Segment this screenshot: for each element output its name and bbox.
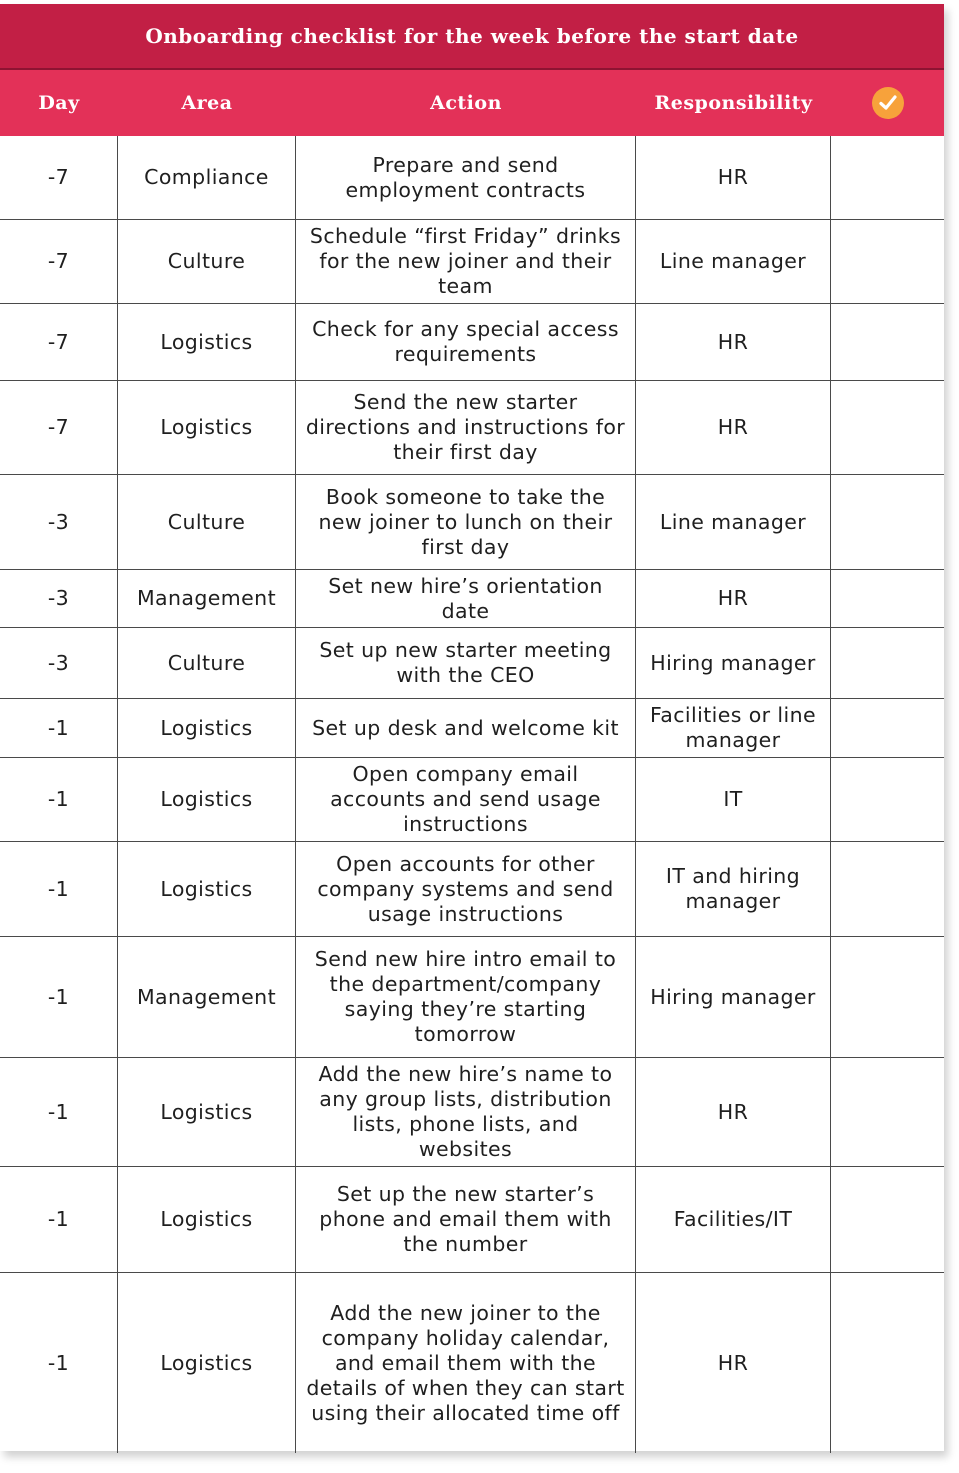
header-area: Area bbox=[181, 92, 233, 114]
cell-area: Logistics bbox=[118, 699, 296, 757]
cell-action: Check for any special access requirements bbox=[296, 304, 636, 380]
cell-responsibility: HR bbox=[636, 136, 831, 219]
cell-action: Prepare and send employment contracts bbox=[296, 136, 636, 219]
cell-responsibility: Hiring manager bbox=[636, 937, 831, 1057]
cell-responsibility: HR bbox=[636, 381, 831, 474]
table-row bbox=[0, 758, 944, 842]
cell-checkbox[interactable] bbox=[831, 136, 944, 219]
cell-area: Logistics bbox=[118, 842, 296, 936]
cell-action: Set up the new starter’s phone and email them with the number bbox=[296, 1167, 636, 1272]
cell-responsibility: IT bbox=[636, 758, 831, 841]
cell-responsibility: Facilities/IT bbox=[636, 1167, 831, 1272]
cell-day: -1 bbox=[0, 842, 118, 936]
cell-checkbox[interactable] bbox=[831, 1273, 944, 1453]
checkmark-circle-icon bbox=[872, 87, 904, 119]
cell-responsibility: IT and hiring manager bbox=[636, 842, 831, 936]
cell-day: -1 bbox=[0, 699, 118, 757]
cell-day: -3 bbox=[0, 628, 118, 698]
cell-checkbox[interactable] bbox=[831, 628, 944, 698]
cell-action: Set up new starter meeting with the CEO bbox=[296, 628, 636, 698]
cell-action: Set new hire’s orientation date bbox=[296, 570, 636, 627]
table-row bbox=[0, 570, 944, 628]
cell-checkbox[interactable] bbox=[831, 1058, 944, 1166]
cell-area: Logistics bbox=[118, 304, 296, 380]
cell-checkbox[interactable] bbox=[831, 1167, 944, 1272]
cell-day: -7 bbox=[0, 381, 118, 474]
cell-checkbox[interactable] bbox=[831, 220, 944, 303]
cell-action: Send the new starter directions and instructions for their first day bbox=[296, 381, 636, 474]
cell-responsibility: Hiring manager bbox=[636, 628, 831, 698]
cell-action: Add the new joiner to the company holiday calendar, and email them with the details of when they can start using their allocated time off bbox=[296, 1273, 636, 1453]
cell-action: Open accounts for other company systems and send usage instructions bbox=[296, 842, 636, 936]
header-day: Day bbox=[38, 92, 80, 114]
table-row bbox=[0, 475, 944, 570]
cell-area: Management bbox=[118, 937, 296, 1057]
cell-day: -1 bbox=[0, 758, 118, 841]
table-row bbox=[0, 842, 944, 937]
cell-area: Management bbox=[118, 570, 296, 627]
cell-area: Logistics bbox=[118, 1058, 296, 1166]
table-title: Onboarding checklist for the week before the start date bbox=[0, 4, 944, 70]
cell-responsibility: HR bbox=[636, 1058, 831, 1166]
cell-checkbox[interactable] bbox=[831, 475, 944, 569]
cell-day: -7 bbox=[0, 136, 118, 219]
cell-responsibility: HR bbox=[636, 1273, 831, 1453]
cell-day: -7 bbox=[0, 220, 118, 303]
cell-action: Set up desk and welcome kit bbox=[296, 699, 636, 757]
cell-responsibility: Facilities or line manager bbox=[636, 699, 831, 757]
cell-action: Add the new hire’s name to any group lists, distribution lists, phone lists, and websites bbox=[296, 1058, 636, 1166]
table-row bbox=[0, 937, 944, 1058]
checklist-card bbox=[0, 4, 944, 1451]
cell-area: Logistics bbox=[118, 758, 296, 841]
table-row bbox=[0, 136, 944, 220]
cell-checkbox[interactable] bbox=[831, 937, 944, 1057]
table-row bbox=[0, 304, 944, 381]
table-row bbox=[0, 220, 944, 304]
cell-day: -1 bbox=[0, 937, 118, 1057]
cell-day: -1 bbox=[0, 1058, 118, 1166]
cell-day: -3 bbox=[0, 475, 118, 569]
cell-day: -1 bbox=[0, 1273, 118, 1453]
header-check bbox=[831, 70, 944, 136]
cell-area: Logistics bbox=[118, 1167, 296, 1272]
cell-action: Send new hire intro email to the department/company saying they’re starting tomorrow bbox=[296, 937, 636, 1057]
table-row bbox=[0, 628, 944, 699]
table-row bbox=[0, 381, 944, 475]
cell-checkbox[interactable] bbox=[831, 758, 944, 841]
cell-area: Logistics bbox=[118, 1273, 296, 1453]
cell-responsibility: HR bbox=[636, 570, 831, 627]
cell-day: -7 bbox=[0, 304, 118, 380]
cell-area: Culture bbox=[118, 475, 296, 569]
cell-day: -1 bbox=[0, 1167, 118, 1272]
table-row bbox=[0, 699, 944, 758]
cell-area: Culture bbox=[118, 628, 296, 698]
table-row bbox=[0, 1273, 944, 1453]
table-row bbox=[0, 1058, 944, 1167]
cell-checkbox[interactable] bbox=[831, 381, 944, 474]
cell-day: -3 bbox=[0, 570, 118, 627]
cell-action: Open company email accounts and send usage instructions bbox=[296, 758, 636, 841]
column-header-row bbox=[0, 70, 944, 136]
cell-checkbox[interactable] bbox=[831, 570, 944, 627]
header-responsibility: Responsibility bbox=[654, 92, 813, 114]
table-row bbox=[0, 1167, 944, 1273]
cell-area: Culture bbox=[118, 220, 296, 303]
cell-responsibility: HR bbox=[636, 304, 831, 380]
header-action: Action bbox=[430, 92, 502, 114]
checkmark-icon bbox=[877, 92, 899, 114]
checklist-table bbox=[0, 136, 944, 1453]
cell-action: Schedule “first Friday” drinks for the new joiner and their team bbox=[296, 220, 636, 303]
cell-checkbox[interactable] bbox=[831, 699, 944, 757]
cell-checkbox[interactable] bbox=[831, 304, 944, 380]
cell-action: Book someone to take the new joiner to lunch on their first day bbox=[296, 475, 636, 569]
cell-responsibility: Line manager bbox=[636, 220, 831, 303]
cell-responsibility: Line manager bbox=[636, 475, 831, 569]
cell-area: Compliance bbox=[118, 136, 296, 219]
cell-checkbox[interactable] bbox=[831, 842, 944, 936]
cell-area: Logistics bbox=[118, 381, 296, 474]
